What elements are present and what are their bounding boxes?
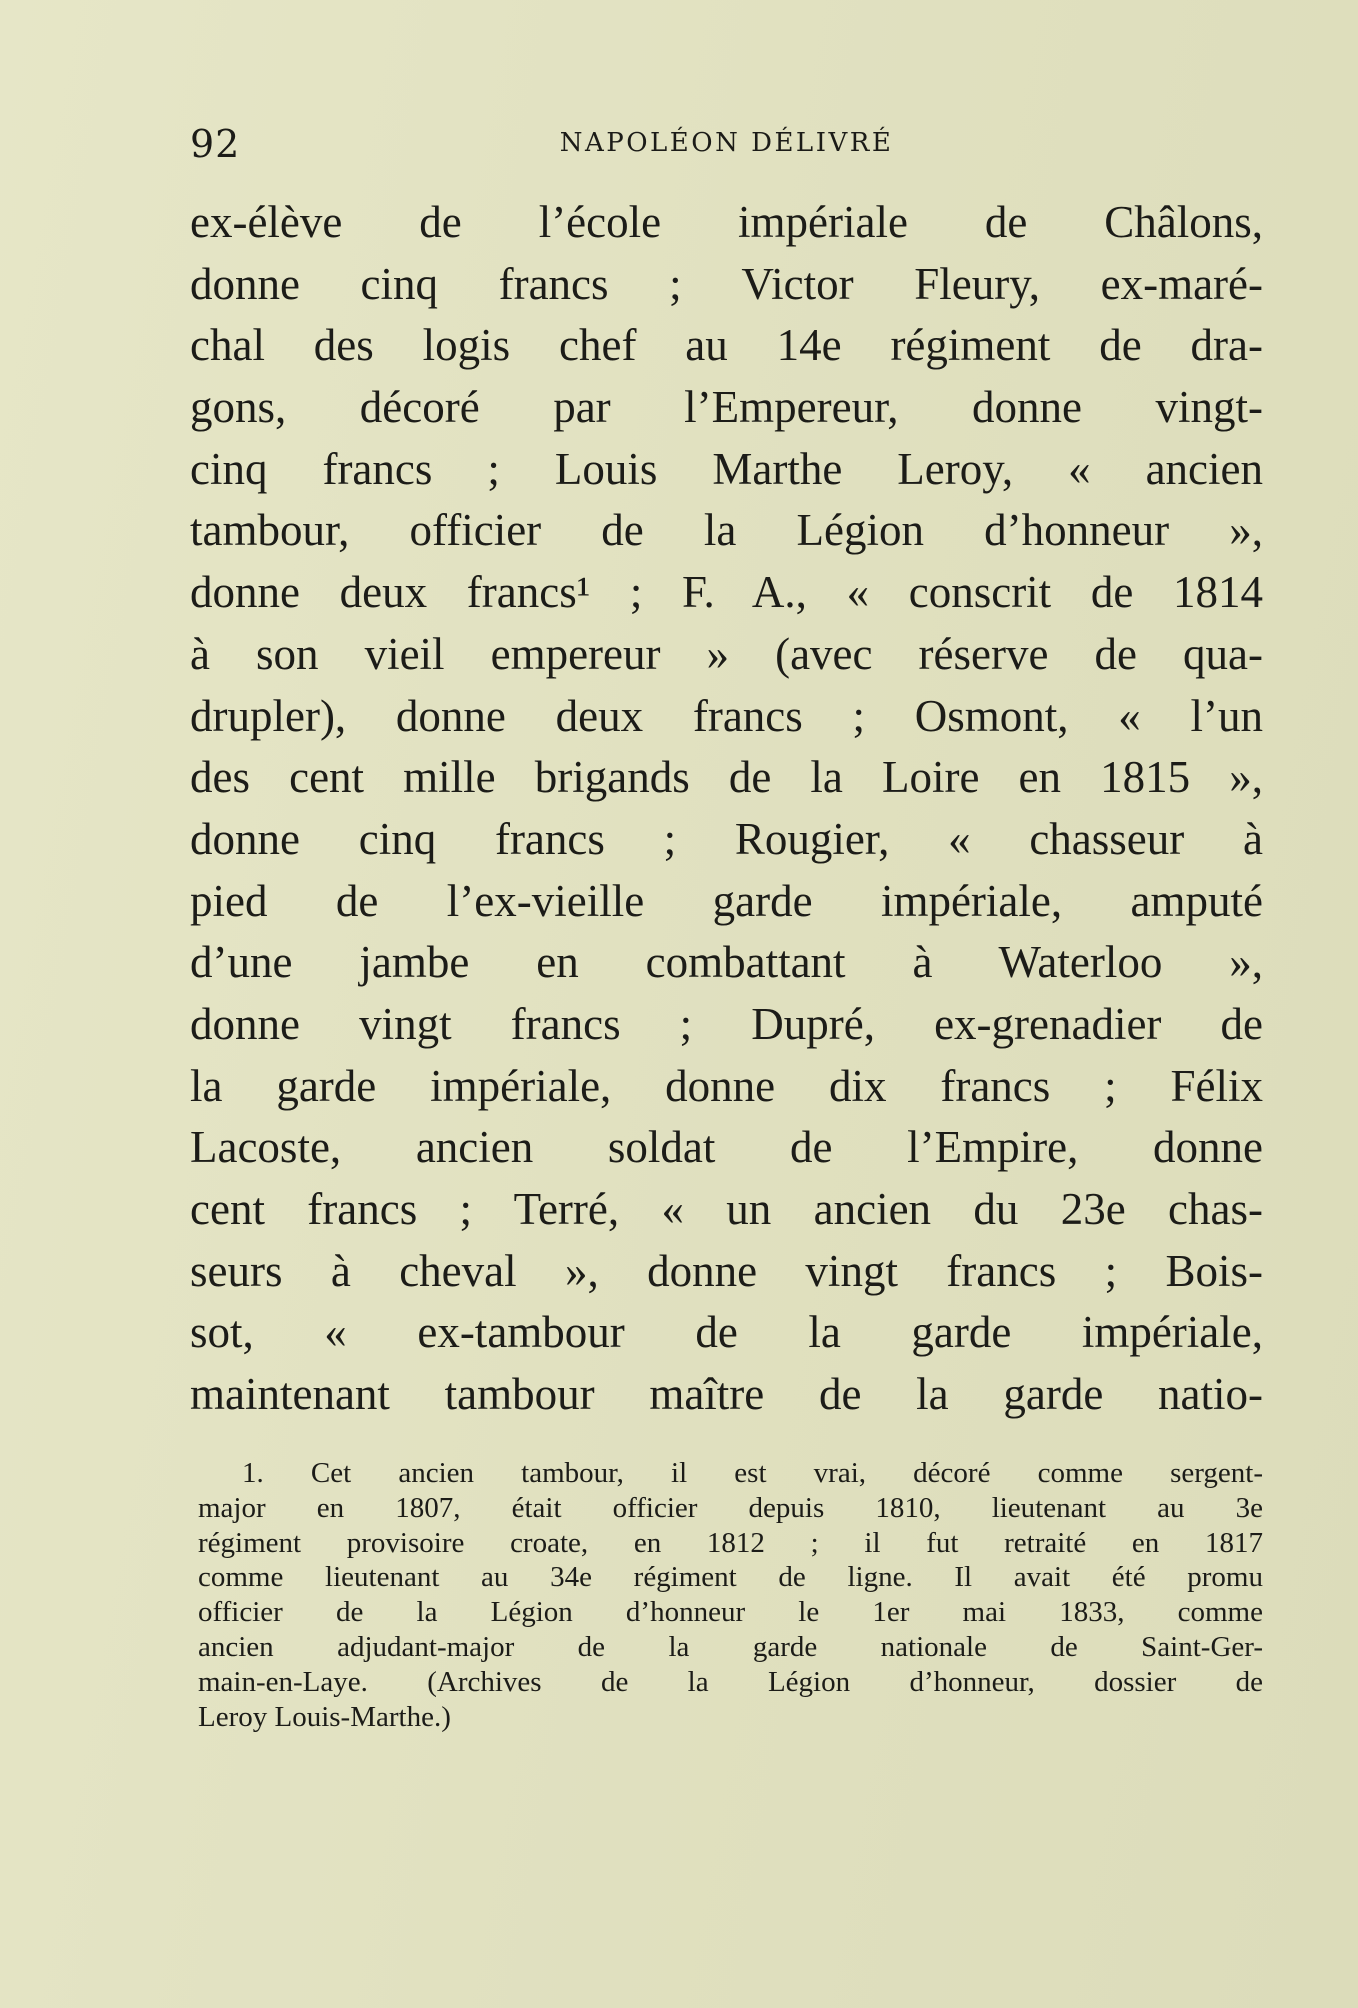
footnote-line: major en 1807, était officier depuis 1810, lieutenant au 3e [198,1491,1263,1524]
footnote [198,1456,1263,1734]
text-line: Lacoste, ancien soldat de l’Empire, donne [190,1122,1263,1173]
footnote-line: ancien adjudant-major de la garde nationale de Saint-Ger- [198,1630,1263,1663]
text-line: chal des logis chef au 14e régiment de dra- [190,320,1263,371]
text-line: drupler), donne deux francs ; Osmont, « l’un [190,690,1263,741]
footnote-line: comme lieutenant au 34e régiment de ligne. Il avait été promu [198,1561,1263,1594]
text-line: donne cinq francs ; Rougier, « chasseur à [190,813,1263,864]
body-text [190,192,1263,1426]
footnote-line: Leroy Louis-Marthe.) [198,1700,451,1733]
text-line: à son vieil empereur » (avec réserve de qua- [190,628,1263,679]
text-line: gons, décoré par l’Empereur, donne vingt- [190,382,1263,433]
text-line: seurs à cheval », donne vingt francs ; Bois- [190,1245,1263,1296]
text-line: pied de l’ex-vieille garde impériale, amputé [190,875,1263,926]
footnote-line: 1. Cet ancien tambour, il est vrai, décoré comme sergent- [242,1457,1263,1489]
text-line: des cent mille brigands de la Loire en 1815 », [190,752,1263,803]
page-header [190,118,1263,168]
text-line: ex-élève de l’école impériale de Châlons, [190,197,1263,247]
text-line: donne deux francs¹ ; F. A., « conscrit de 1814 [190,567,1263,618]
running-title: NAPOLÉON DÉLIVRÉ [559,128,894,158]
text-line: la garde impériale, donne dix francs ; Félix [190,1060,1263,1111]
text-line: donne vingt francs ; Dupré, ex-grenadier de [190,998,1263,1049]
text-line: donne cinq francs ; Victor Fleury, ex-maré- [190,258,1263,309]
text-line: maintenant tambour maître de la garde natio- [190,1369,1263,1420]
footnote-line: officier de la Légion d’honneur le 1er mai 1833, comme [198,1596,1263,1629]
text-line: d’une jambe en combattant à Waterloo », [190,937,1263,988]
page-number: 92 [190,122,241,166]
footnote-line: main-en-Laye. (Archives de la Légion d’honneur, dossier de [198,1665,1263,1698]
text-line: cent francs ; Terré, « un ancien du 23e chas- [190,1184,1263,1234]
text-line: sot, « ex-tambour de la garde impériale, [190,1307,1263,1358]
text-line: tambour, officier de la Légion d’honneur », [190,505,1263,556]
footnote-line: régiment provisoire croate, en 1812 ; il fut retraité en 1817 [198,1526,1263,1559]
text-line: cinq francs ; Louis Marthe Leroy, « ancien [190,443,1263,494]
